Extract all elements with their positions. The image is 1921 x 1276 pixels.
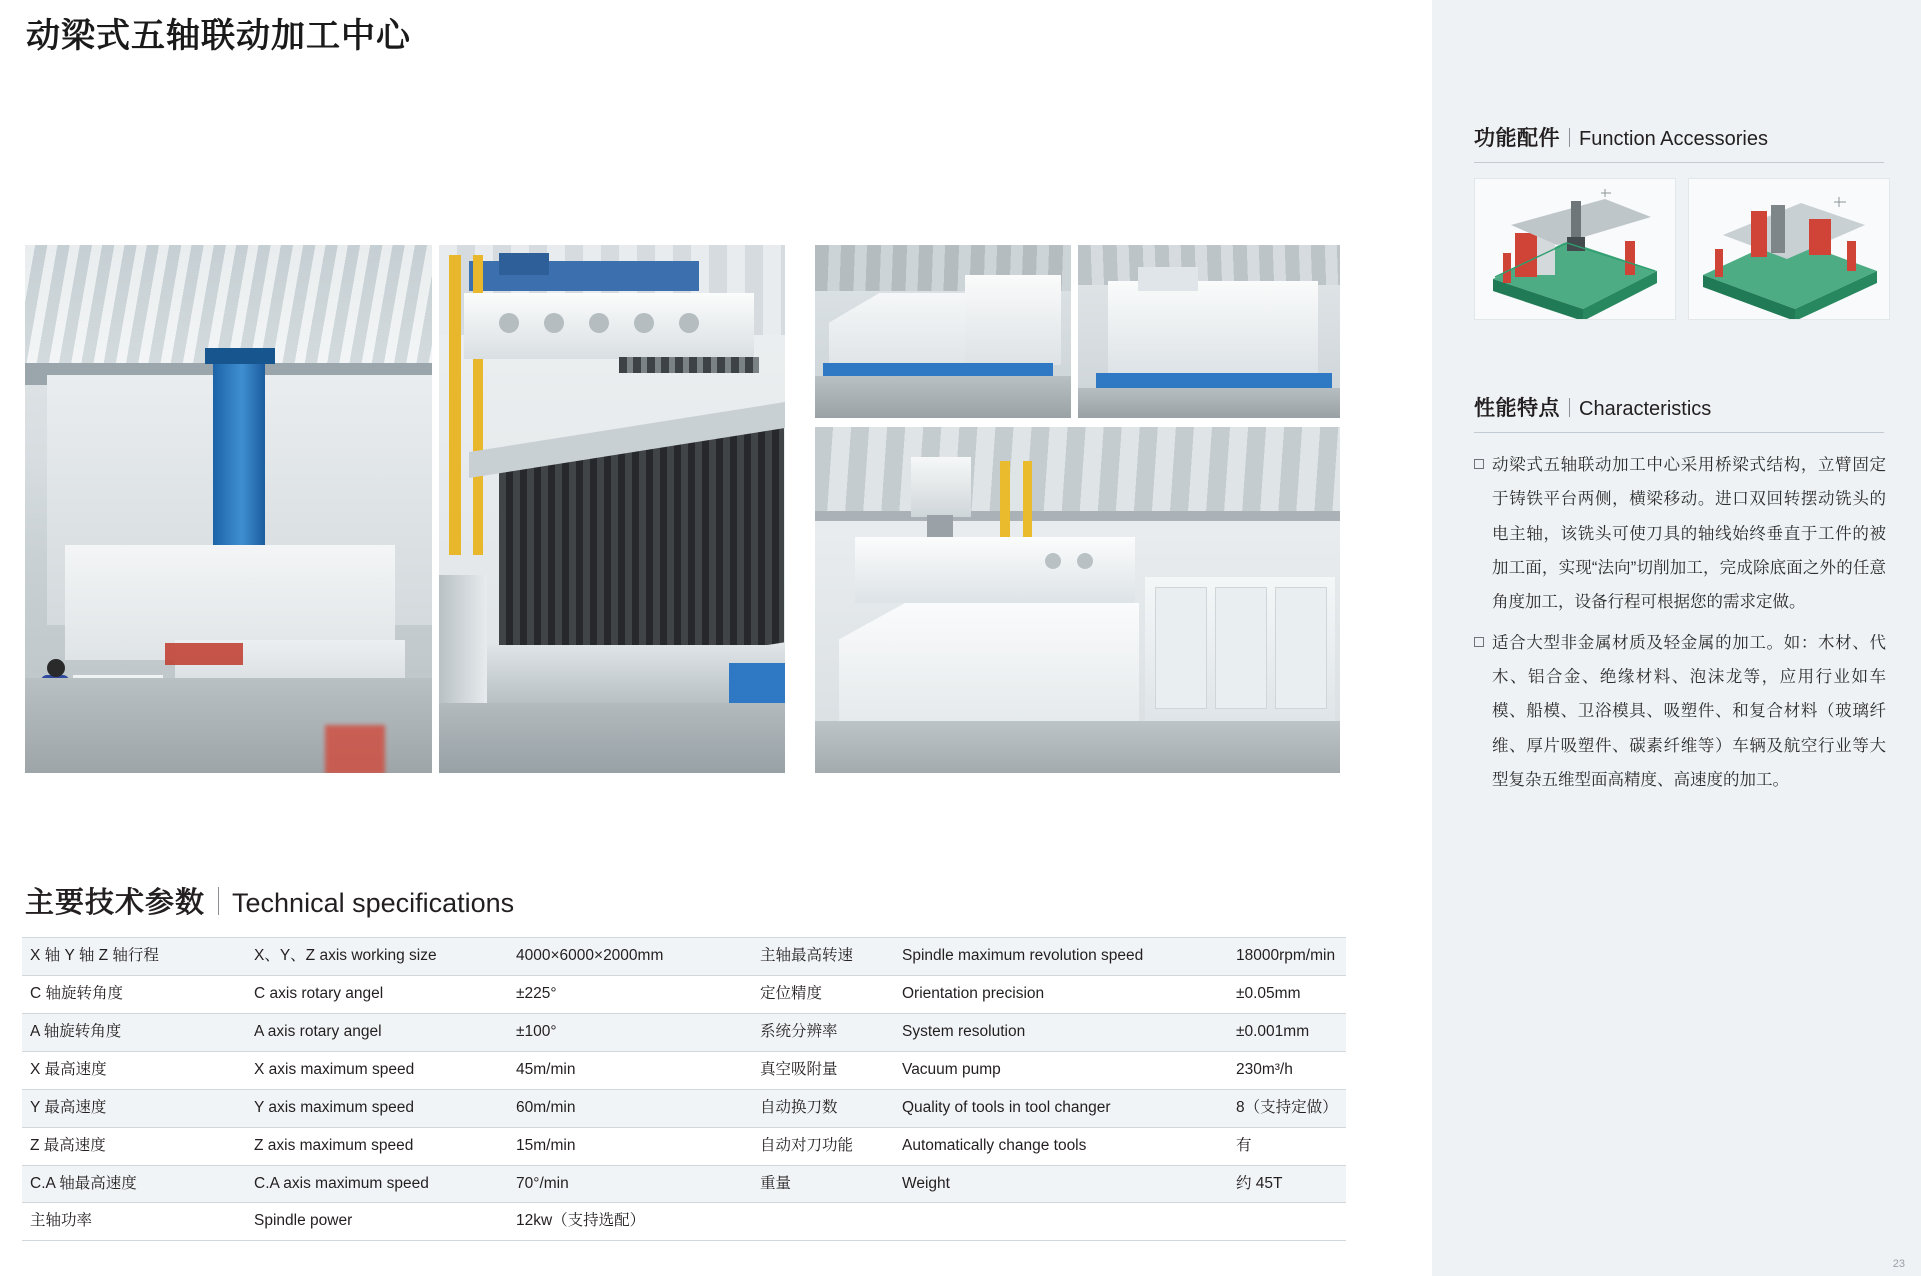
photo-gantry-worktable	[439, 245, 785, 773]
accessory-render-right	[1688, 178, 1890, 320]
param2-en: Automatically change tools	[894, 1127, 1228, 1165]
param-en: X axis maximum speed	[246, 1051, 508, 1089]
param2-cn: 真空吸附量	[752, 1051, 894, 1089]
param-cn: X 轴 Y 轴 Z 轴行程	[22, 938, 246, 976]
table-row	[22, 1203, 1346, 1241]
param-cn: Y 最高速度	[22, 1089, 246, 1127]
technical-specifications-heading	[25, 880, 514, 921]
param-value: 12kw（支持选配）	[508, 1203, 752, 1241]
photo-machine-with-operator	[25, 245, 432, 773]
table-row	[22, 1051, 1346, 1089]
spec-heading-en: Technical specifications	[232, 888, 515, 918]
param2-value: 有	[1228, 1127, 1346, 1165]
param2-en: Weight	[894, 1165, 1228, 1203]
spec-heading-cn: 主要技术参数	[25, 887, 206, 919]
table-row	[22, 1165, 1346, 1203]
param2-en: Orientation precision	[894, 975, 1228, 1013]
param2-value: 230m³/h	[1228, 1051, 1346, 1089]
table-row	[22, 938, 1346, 976]
param2-value: 8（支持定做）	[1228, 1089, 1346, 1127]
param-value: ±100°	[508, 1013, 752, 1051]
machine-render-icon	[1689, 179, 1889, 319]
heading-rule	[1474, 432, 1884, 433]
characteristic-text: 适合大型非金属材质及轻金属的加工。如：木材、代木、铝合金、绝缘材料、泡沫龙等，应用行业如车模、船模、卫浴模具、吸塑件、和复合材料（玻璃纤维、厚片吸塑件、碳素纤维等）车辆及航空行业等大型复杂五维型面高精度、高速度的加工。	[1492, 633, 1886, 789]
param-en: Y axis maximum speed	[246, 1089, 508, 1127]
accessories-heading-cn: 功能配件	[1474, 127, 1560, 150]
characteristic-text: 动梁式五轴联动加工中心采用桥梁式结构，立臂固定于铸铁平台两侧，横梁移动。进口双回转摆动铣头的电主轴，该铣头可使刀具的轴线始终垂直于工件的被加工面，实现“法向”切削加工，完成除底面之外的任意角度加工，设备行程可根据您的需求定做。	[1492, 456, 1886, 612]
list-item	[1474, 448, 1886, 620]
param2-cn: 重量	[752, 1165, 894, 1203]
param-en: Z axis maximum speed	[246, 1127, 508, 1165]
technical-specifications-table	[22, 937, 1346, 1241]
table-row	[22, 1089, 1346, 1127]
accessory-image-row	[1474, 178, 1890, 320]
param-cn: C 轴旋转角度	[22, 975, 246, 1013]
param-en: A axis rotary angel	[246, 1013, 508, 1051]
param2-cn: 自动对刀功能	[752, 1127, 894, 1165]
square-bullet-icon	[1474, 637, 1484, 647]
param-cn: X 最高速度	[22, 1051, 246, 1089]
photo-machine-frame-workshop	[815, 245, 1071, 418]
param-cn: A 轴旋转角度	[22, 1013, 246, 1051]
param2-en: Spindle maximum revolution speed	[894, 938, 1228, 976]
param-value: 4000×6000×2000mm	[508, 938, 752, 976]
accessories-heading-en: Function Accessories	[1579, 128, 1768, 150]
param-value: 70°/min	[508, 1165, 752, 1203]
param2-cn: 系统分辨率	[752, 1013, 894, 1051]
param-cn: 主轴功率	[22, 1203, 246, 1241]
sidebar	[1432, 0, 1921, 1276]
param2-en: Vacuum pump	[894, 1051, 1228, 1089]
param-value: 60m/min	[508, 1089, 752, 1127]
machine-render-icon	[1475, 179, 1675, 319]
param-en: Spindle power	[246, 1203, 508, 1241]
param-en: C axis rotary angel	[246, 975, 508, 1013]
table-row	[22, 1013, 1346, 1051]
square-bullet-icon	[1474, 459, 1484, 469]
param2-value	[1228, 1203, 1346, 1241]
param-cn: Z 最高速度	[22, 1127, 246, 1165]
table-row	[22, 975, 1346, 1013]
function-accessories-heading	[1474, 122, 1884, 163]
param2-value: 18000rpm/min	[1228, 938, 1346, 976]
param2-en: Quality of tools in tool changer	[894, 1089, 1228, 1127]
param2-en	[894, 1203, 1228, 1241]
heading-divider	[1569, 398, 1570, 417]
characteristics-heading-en: Characteristics	[1579, 398, 1712, 420]
page-title: 动梁式五轴联动加工中心	[26, 17, 411, 55]
param2-cn: 定位精度	[752, 975, 894, 1013]
param2-cn: 主轴最高转速	[752, 938, 894, 976]
heading-rule	[1474, 162, 1884, 163]
characteristics-heading	[1474, 392, 1884, 433]
param2-cn	[752, 1203, 894, 1241]
page-number: 23	[1892, 1258, 1905, 1270]
characteristics-heading-cn: 性能特点	[1474, 397, 1560, 420]
photo-large-enclosed-machine	[815, 427, 1340, 773]
table-row	[22, 1127, 1346, 1165]
list-item	[1474, 626, 1886, 798]
param-cn: C.A 轴最高速度	[22, 1165, 246, 1203]
param2-value: ±0.001mm	[1228, 1013, 1346, 1051]
param-en: C.A axis maximum speed	[246, 1165, 508, 1203]
param2-cn: 自动换刀数	[752, 1089, 894, 1127]
accessory-render-left	[1474, 178, 1676, 320]
param-value: 45m/min	[508, 1051, 752, 1089]
param2-en: System resolution	[894, 1013, 1228, 1051]
param2-value: ±0.05mm	[1228, 975, 1346, 1013]
characteristics-list	[1474, 448, 1886, 803]
param-value: ±225°	[508, 975, 752, 1013]
photo-collage	[25, 245, 1340, 773]
heading-divider	[218, 887, 219, 915]
heading-divider	[1569, 128, 1570, 147]
param-en: X、Y、Z axis working size	[246, 938, 508, 976]
param2-value: 约 45T	[1228, 1165, 1346, 1203]
param-value: 15m/min	[508, 1127, 752, 1165]
photo-enclosed-machine-workshop	[1078, 245, 1340, 418]
